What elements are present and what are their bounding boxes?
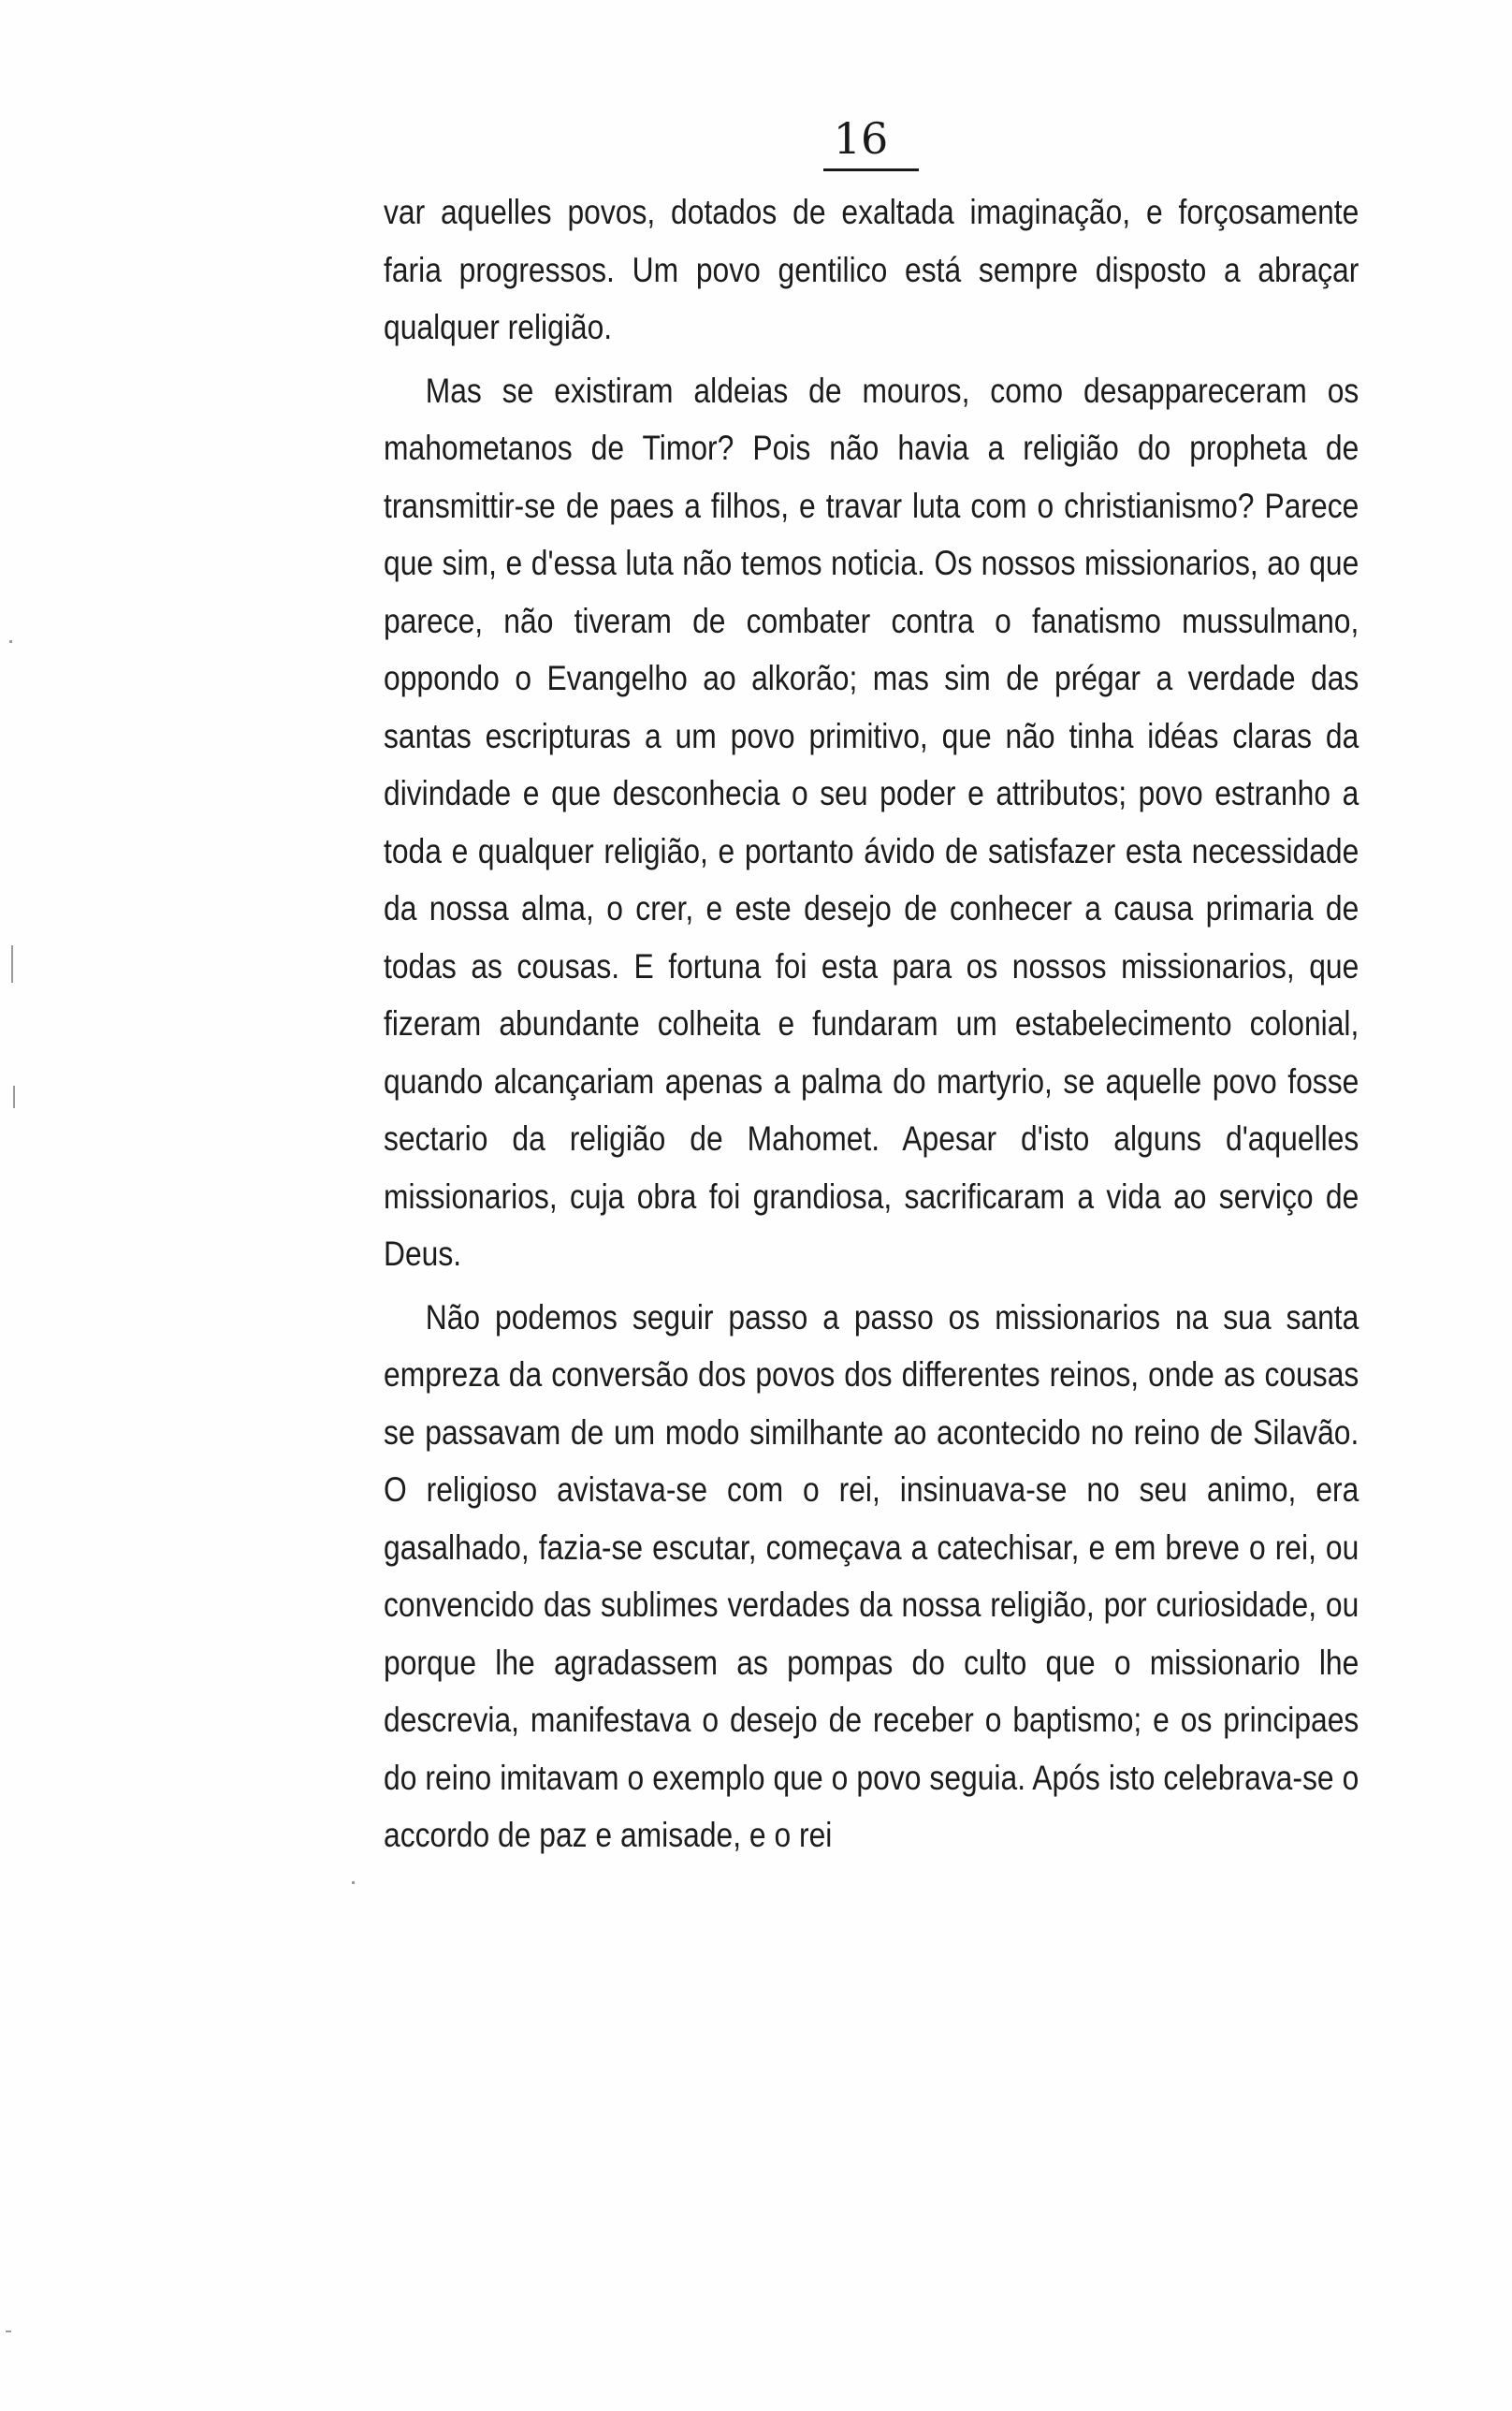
scan-speck [352, 1881, 355, 1884]
page-number-underline [823, 168, 919, 171]
scan-speck [9, 640, 12, 643]
scan-speck [6, 2331, 11, 2332]
body-text [384, 183, 1359, 1864]
page-number: 16 [833, 113, 889, 164]
paragraph-3: Não podemos seguir passo a passo os missionarios na sua santa empreza da conversão dos povos dos differentes reinos, onde as cousas se passavam de um modo similhante ao acontecido no reino de Silavão. O religioso avistava-se com o rei, insinuava-se no seu animo, era gasalhado, fazia-se escutar, começava a catechisar, e em breve o rei, ou convencido das sublimes verdades da nossa religião, por curiosidade, ou porque lhe agradassem as pompas do culto que o missionario lhe descrevia, manifestava o desejo de receber o baptismo; e os principaes do reino imitavam o exemplo que o povo seguia. Após isto celebrava-se o accordo de paz e amisade, e o rei [384, 1297, 1359, 1854]
scan-speck [13, 1086, 15, 1108]
paragraph-1: var aquelles povos, dotados de exaltada imaginação, e forçosamente faria progressos. Um povo gentilico está sempre disposto a abraçar qualquer religião. [384, 193, 1359, 346]
scan-speck [11, 945, 13, 983]
paragraph-2: Mas se existiram aldeias de mouros, como desappareceram os mahometanos de Timor? Pois não havia a religião do propheta de transmittir-se de paes a filhos, e travar luta com o christianismo? Parece que sim, e d'essa luta não temos noticia. Os nossos missionarios, ao que parece, não tiveram de combater contra o fanatismo mussulmano, oppondo o Evangelho ao alkorão; mas sim de prégar a verdade das santas escripturas a um povo primitivo, que não tinha idéas claras da divindade e que desconhecia o seu poder e attributos; povo estranho a toda e qualquer religião, e portanto ávido de satisfazer esta necessidade da nossa alma, o crer, e este desejo de conhecer a causa primaria de todas as cousas. E fortuna foi esta para os nossos missionarios, que fizeram abundante colheita e fundaram um estabelecimento colonial, quando alcançariam apenas a palma do martyrio, se aquelle povo fosse sectario da religião de Mahomet. Apesar d'isto alguns d'aquelles missionarios, cuja obra foi grandiosa, sacrificaram a vida ao serviço de Deus. [384, 371, 1359, 1273]
